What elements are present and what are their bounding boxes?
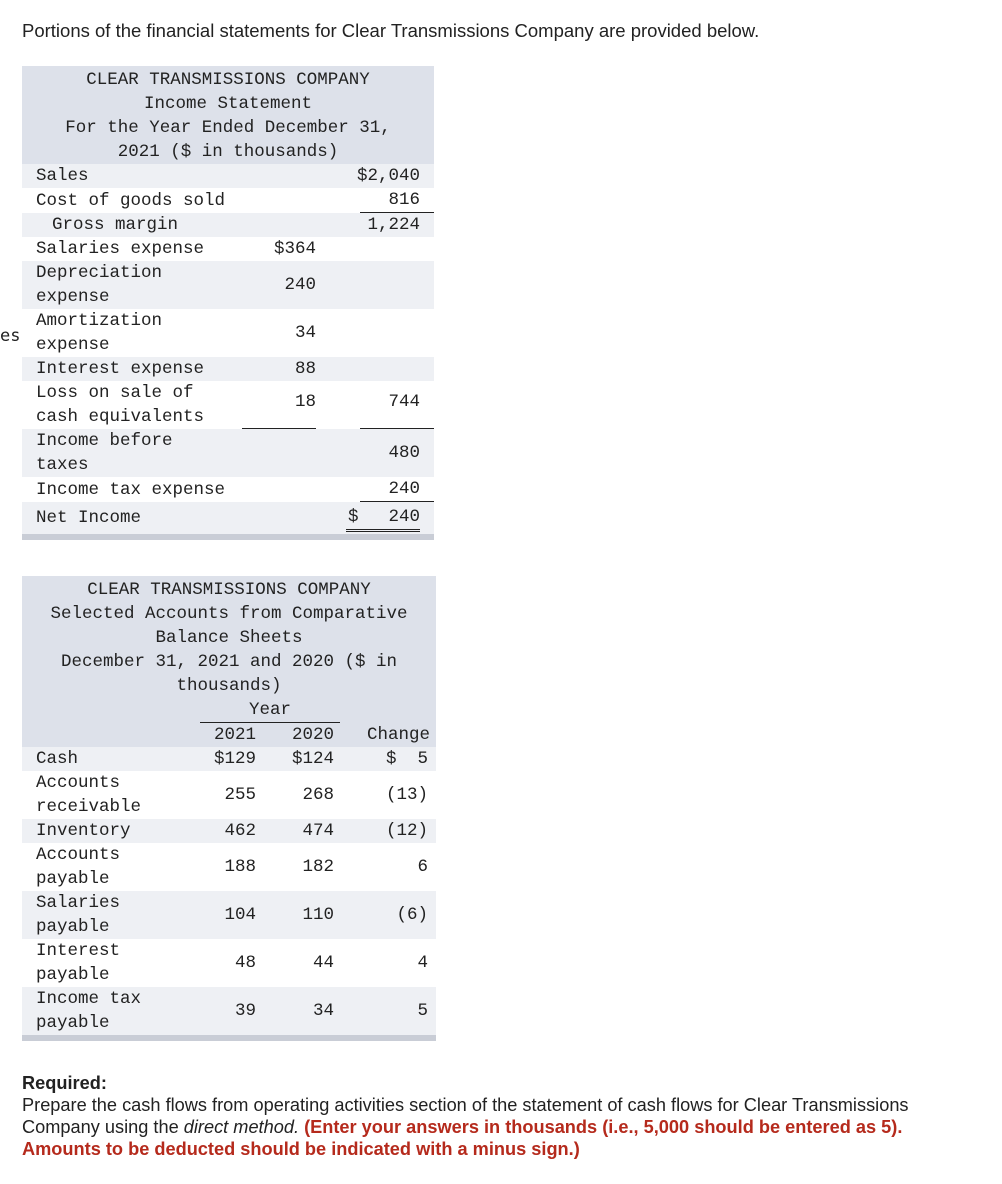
row-label: Income before xyxy=(36,431,173,451)
value-2021: 188 xyxy=(224,857,256,877)
balance-row xyxy=(22,771,436,819)
row-label: Salaries expense xyxy=(36,239,205,259)
instruction-italic: direct method. xyxy=(183,1117,300,1137)
row-label: Salaries xyxy=(36,893,121,913)
value-2021: 462 xyxy=(192,819,270,843)
required-instructions xyxy=(22,1094,972,1160)
row-label: Cost of goods sold xyxy=(36,190,226,211)
income-statement-title: Income Statement xyxy=(143,94,313,114)
income-statement-table xyxy=(22,66,434,540)
balance-sheet-table xyxy=(22,576,436,1041)
year-header: Year xyxy=(200,698,340,723)
balance-row xyxy=(22,843,436,891)
row-value: $2,040 xyxy=(346,164,434,188)
income-row-gross-margin xyxy=(22,213,434,237)
balance-row xyxy=(22,891,436,939)
income-company-name: CLEAR TRANSMISSIONS COMPANY xyxy=(86,70,370,90)
row-label-cont: payable xyxy=(36,1013,110,1033)
row-value: 480 xyxy=(346,429,434,477)
row-label-cont: payable xyxy=(36,869,110,889)
row-label: Cash xyxy=(36,749,79,769)
row-label: Inventory xyxy=(36,821,131,841)
row-label-cont: expense xyxy=(36,335,110,355)
value-2020: 182 xyxy=(302,857,334,877)
row-value: 240 xyxy=(388,506,420,527)
balance-title-line2: Balance Sheets xyxy=(155,628,303,648)
value-2021: 48 xyxy=(234,953,256,973)
row-label: Depreciation xyxy=(36,263,163,283)
income-row-tax xyxy=(22,477,434,502)
col-header-2020: 2020 xyxy=(270,723,348,747)
required-section xyxy=(22,1072,972,1160)
row-value: 240 xyxy=(264,261,316,309)
row-label-cont: taxes xyxy=(36,455,89,475)
balance-row xyxy=(22,819,436,843)
row-label-cont: cash equivalents xyxy=(36,407,205,427)
row-value: 18 xyxy=(242,390,316,429)
row-label: Amortization xyxy=(36,311,163,331)
income-row-loss-on-sale xyxy=(22,381,434,429)
value-2020: 110 xyxy=(270,891,348,939)
row-label-cont: receivable xyxy=(36,797,142,817)
value-2020: 268 xyxy=(302,785,334,805)
col-header-2021: 2021 xyxy=(192,723,270,747)
balance-row xyxy=(22,939,436,987)
value-2020: 34 xyxy=(270,987,348,1035)
balance-period-line2: thousands) xyxy=(176,676,282,696)
row-total: 744 xyxy=(360,390,434,429)
row-value: $364 xyxy=(273,239,316,259)
row-label: Income tax expense xyxy=(36,479,226,500)
col-header-change: Change xyxy=(348,723,436,747)
value-change: $ 5 xyxy=(348,747,436,771)
income-row-cogs xyxy=(22,188,434,213)
row-label-cont: payable xyxy=(36,965,110,985)
row-label: Interest expense xyxy=(22,357,264,381)
income-row-net-income xyxy=(22,502,434,534)
row-label: Interest xyxy=(36,941,121,961)
row-value: 1,224 xyxy=(346,213,434,237)
value-change: 5 xyxy=(348,987,436,1035)
value-2021: 104 xyxy=(192,891,270,939)
value-change: (12) xyxy=(348,819,436,843)
dollar-sign: $ xyxy=(348,506,359,527)
row-label: Income tax xyxy=(36,989,142,1009)
balance-row xyxy=(22,747,436,771)
income-row-before-taxes xyxy=(22,429,434,477)
value-2020: 474 xyxy=(270,819,348,843)
value-2021: 255 xyxy=(224,785,256,805)
row-value: 240 xyxy=(360,477,434,502)
income-row-salaries xyxy=(22,237,434,261)
row-value: 34 xyxy=(294,323,316,343)
row-label-cont: expense xyxy=(36,287,110,307)
row-label: Loss on sale of xyxy=(36,383,194,403)
instruction-text: Prepare the cash flows from operating activities section of the statement of cash flows for Clear Transmissions Company using the xyxy=(22,1095,909,1137)
value-2021: 39 xyxy=(192,987,270,1035)
income-period-line1: For the Year Ended December 31, xyxy=(65,118,391,138)
required-heading: Required: xyxy=(22,1073,107,1093)
balance-row xyxy=(22,987,436,1035)
balance-period-line1: December 31, 2021 and 2020 ($ in xyxy=(60,652,398,672)
row-label: Accounts xyxy=(36,773,121,793)
row-label-cont: payable xyxy=(36,917,110,937)
income-row-sales xyxy=(22,164,434,188)
instruction-warning: (Enter your answers in thousands (i.e., 5,000 should be entered as 5). Amounts to be deducted should be indicated with a minus sign.) xyxy=(22,1117,903,1159)
value-change: (13) xyxy=(385,785,428,805)
row-value: 816 xyxy=(360,188,434,213)
value-change: 6 xyxy=(417,857,428,877)
income-period-line2: 2021 ($ in thousands) xyxy=(117,142,339,162)
balance-title-line1: Selected Accounts from Comparative xyxy=(50,604,408,624)
income-row-depreciation xyxy=(22,261,434,309)
intro-text: Portions of the financial statements for Clear Transmissions Company are provided below. xyxy=(22,20,760,41)
value-change: (6) xyxy=(348,891,436,939)
row-label: Accounts xyxy=(36,845,121,865)
row-label: Gross margin xyxy=(22,213,264,237)
value-2021: $129 xyxy=(192,747,270,771)
clipped-edge-text: es xyxy=(0,326,21,346)
value-2020: $124 xyxy=(270,747,348,771)
row-label: Sales xyxy=(22,164,264,188)
income-row-amortization xyxy=(22,309,434,357)
value-2020: 44 xyxy=(312,953,334,973)
income-row-interest xyxy=(22,357,434,381)
row-label: Net Income xyxy=(22,502,264,534)
row-value: 88 xyxy=(264,357,316,381)
value-change: 4 xyxy=(417,953,428,973)
balance-company-name: CLEAR TRANSMISSIONS COMPANY xyxy=(87,580,371,600)
